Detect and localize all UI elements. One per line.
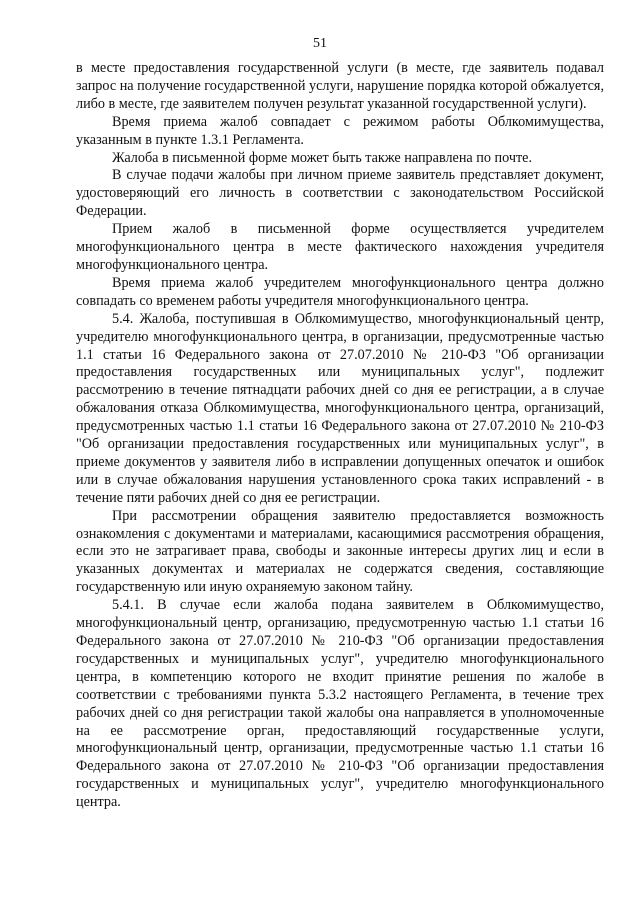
paragraph-founder-hours: Время приема жалоб учредителем многофункционального центра должно совпадать со временем работы учредителя многофункционального центра. bbox=[76, 274, 604, 309]
paragraph-5-4-1: 5.4.1. В случае если жалоба подана заявителем в Облкомимущество, многофункциональный центр, организацию, предусмотренную частью 1.1 статьи 16 Федерального закона от 27.07.2010 № 210-ФЗ "Об организации предоставления государственных и муниципальных услуг", учредителю многофункционального центра, в компетенцию которого не входит принятие решения по жалобе в соответствии с требованиями пункта 5.3.2 настоящего Регламента, в течение трех рабочих дней со дня регистрации такой жалобы она направляется в уполномоченные на ее рассмотрение орган, предоставляющий государственные услуги, многофункциональный центр, организации, предусмотренные частью 1.1 статьи 16 Федерального закона от 27.07.2010 № 210-ФЗ "Об организации предоставления государственных и муниципальных услуг", учредителю многофункционального центра. bbox=[76, 597, 604, 811]
paragraph-reception-hours: Время приема жалоб совпадает с режимом работы Облкомимущества, указанным в пункте 1.3.1 Регламента. bbox=[76, 113, 604, 148]
paragraph-founder-reception: Прием жалоб в письменной форме осуществляется учредителем многофункционального центра в месте фактического нахождения учредителя многофункционального центра. bbox=[76, 221, 604, 273]
document-body bbox=[76, 60, 604, 812]
page-number: 51 bbox=[313, 36, 327, 51]
paragraph-mail-complaint: Жалоба в письменной форме может быть также направлена по почте. bbox=[112, 149, 533, 166]
paragraph-review-access: При рассмотрении обращения заявителю предоставляется возможность ознакомления с документами и материалами, касающимися рассмотрения обращения, если это не затрагивает права, свободы и законные интересы других лиц и если в указанных документах и материалах не содержатся сведения, составляющие государственную или иную охраняемую законом тайну. bbox=[76, 507, 604, 596]
paragraph-5-4: 5.4. Жалоба, поступившая в Облкомимущество, многофункциональный центр, учредителю многофункционального центра, в организации, предусмотренные частью 1.1 статьи 16 Федерального закона от 27.07.2010 № 210-ФЗ "Об организации предоставления государственных или муниципальных услуг", подлежит рассмотрению в течение пятнадцати рабочих дней со дня ее регистрации, а в случае обжалования отказа Облкомимущества, многофункционального центра, организаций, предусмотренных частью 1.1 статьи 16 Федерального закона от 27.07.2010 № 210-ФЗ "Об организации предоставления государственных или муниципальных услуг", в приеме документов у заявителя либо в исправлении допущенных опечаток и ошибок или в случае обжалования нарушения установленного срока таких исправлений - в течение пяти рабочих дней со дня ее регистрации. bbox=[76, 310, 604, 506]
paragraph-personal-reception: В случае подачи жалобы при личном приеме заявитель представляет документ, удостоверяющий его личность в соответствии с законодательством Российской Федерации. bbox=[76, 167, 604, 220]
paragraph-continuation: в месте предоставления государственной услуги (в месте, где заявитель подавал запрос на получение государственной услуги, нарушение порядка которой обжалуется, либо в месте, где заявителем получен результат указанной государственной услуги). bbox=[76, 60, 604, 112]
